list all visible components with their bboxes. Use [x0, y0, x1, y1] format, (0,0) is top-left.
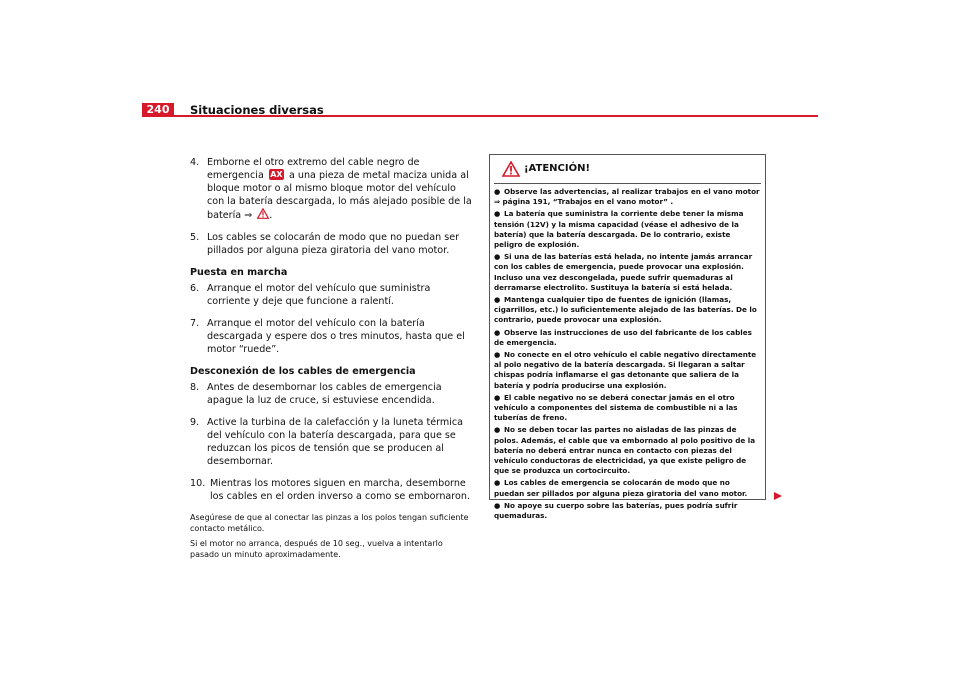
warning-title: ¡ATENCIÓN!: [524, 163, 591, 174]
warning-list: [490, 184, 765, 521]
warning-item: ● La batería que suministra la corriente debe tener la misma tensión (12V) y la misma capacidad (véase el adhesivo de la batería) que la batería descargada. De lo contrario, existe peligro de explosión.: [494, 209, 744, 250]
warning-item: ● Observe las instrucciones de uso del fabricante de los cables de emergencia.: [494, 327, 752, 347]
warning-triangle-icon[interactable]: [257, 208, 269, 219]
warning-item: ● No se deben tocar las partes no aisladas de las pinzas de polos. Además, el cable que va embornado al polo positivo de la batería no deberá entrar nunca en contacto con piezas del vehículo conductoras de electricidad, ya que existe peligro de que se produzca un cortocircuito.: [494, 425, 756, 476]
warning-item: ● Mantenga cualquier tipo de fuentes de ignición (llamas, cigarrillos, etc.) lo suficientemente alejado de las baterías. De lo contrario, puede provocar una explosión.: [494, 295, 757, 325]
step-5: 5. Los cables se colocarán de modo que no puedan ser pillados por alguna pieza giratoria del vano motor.: [190, 232, 460, 256]
warning-box: [489, 154, 766, 521]
warning-item: ● No conecte en el otro vehículo el cable negativo directamente al polo negativo de la batería descargada. Si llegaran a saltar chispas podría inflamarse el gas detonante que saliera de la batería y podría producirse una explosión.: [494, 350, 757, 390]
note-1: Asegúrese de que al conectar las pinzas a los polos tengan suficiente contacto metálico.: [190, 513, 469, 533]
section-title: Situaciones diversas: [190, 103, 324, 117]
continue-arrow-icon[interactable]: [773, 491, 783, 501]
step-7: 7. Arranque el motor del vehículo con la batería descargada y espere dos o tres minutos, hasta que el motor “ruede”.: [190, 318, 465, 355]
step-9: 9. Active la turbina de la calefacción y la luneta térmica del vehículo con la batería descargada, para que se reduzcan los picos de tensión que se producen al desembornar.: [190, 417, 464, 467]
warning-item: ● Observe las advertencias, al realizar trabajos en el vano motor ⇒ página 191, “Trabajos en el vano motor” .: [494, 187, 760, 207]
warning-item: ● El cable negativo no se deberá conectar jamás en el otro vehículo a componentes del sistema de combustible ni a las tuberías de freno.: [494, 392, 738, 423]
subhead-disconnect: Desconexión de los cables de emergencia: [190, 366, 416, 377]
warning-triangle-icon: [502, 161, 520, 177]
step-6: 6. Arranque el motor del vehículo que suministra corriente y deje que funcione a ralentí.: [190, 283, 431, 307]
warning-item: ● No apoye su cuerpo sobre las baterías, pues podría sufrir quemaduras.: [494, 500, 738, 521]
page-number: 240: [142, 103, 174, 117]
warning-header: [494, 155, 761, 184]
instructions-column: [190, 156, 472, 564]
ax-badge-icon: AX: [270, 170, 283, 179]
subhead-start: Puesta en marcha: [190, 267, 288, 278]
warning-item: ● Si una de las baterías está helada, no intente jamás arrancar con los cables de emergencia, puede provocar una explosión. Incluso una vez descongelada, puede sufrir quemaduras al derramarse electrolito. Sustituya la batería si está helada.: [494, 252, 753, 292]
step-4: 4. Emborne el otro extremo del cable negro de emergencia AX a una pieza de metal maciza unida al bloque motor o al mismo bloque motor del vehículo con la batería descargada, lo más alejado posible de la batería ⇒ .: [190, 157, 472, 221]
step-10: 10. Mientras los motores siguen en marcha, desemborne los cables en el orden inverso a como se embornaron.: [190, 478, 471, 502]
note-2: Si el motor no arranca, después de 10 seg., vuelva a intentarlo pasado un minuto aproximadamente.: [190, 539, 443, 559]
step-8: 8. Antes de desembornar los cables de emergencia apague la luz de cruce, si estuviese encendida.: [190, 382, 442, 406]
warning-item: ● Los cables de emergencia se colocarán de modo que no puedan ser pillados por alguna pieza giratoria del vano motor.: [494, 478, 748, 498]
notes: [190, 512, 472, 560]
